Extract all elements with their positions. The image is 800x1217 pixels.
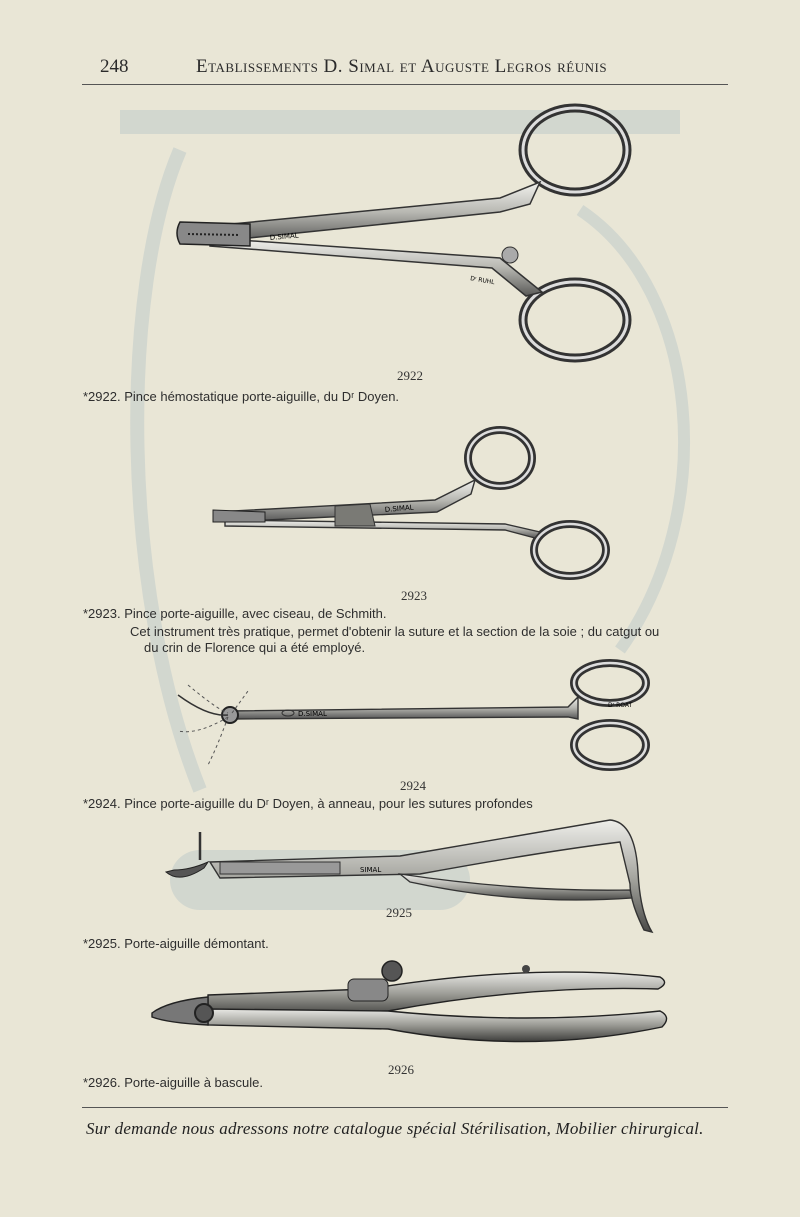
figure-2922-mark: Dʳ RUHL: [469, 275, 495, 287]
figure-2922-number: 2922: [397, 368, 423, 383]
figure-2926-number: 2926: [388, 1062, 414, 1077]
running-head: Etablissements D. Simal et Auguste Legros réunis: [196, 56, 608, 77]
header-rule: [82, 84, 728, 85]
figure-2922-caption: *2922. Pince hémostatique porte-aiguille, du Dʳ Doyen.: [83, 389, 400, 404]
figure-2922-engraving: D.SIMAL: [269, 231, 299, 242]
figure-2924-engraving: D.SIMAL: [298, 710, 327, 718]
footer-note: Sur demande nous adressons notre catalogue spécial Stérilisation, Mobilier chirurgical.: [86, 1119, 704, 1138]
figure-2924-number: 2924: [400, 778, 426, 793]
figure-2925-caption: *2925. Porte-aiguille démontant.: [83, 936, 269, 951]
figure-2925-engraving: SIMAL: [360, 866, 382, 874]
figure-2923-description-line-1: Cet instrument très pratique, permet d'obtenir la suture et la section de la soie ; du catgut ou: [130, 624, 660, 639]
figure-2923-description-line-2: du crin de Florence qui a été employé.: [144, 640, 366, 655]
page-header: [96, 56, 736, 82]
figure-2925-number: 2925: [386, 905, 412, 920]
figure-2923-description: [130, 624, 740, 656]
figure-2926-caption: *2926. Porte-aiguille à bascule.: [83, 1075, 263, 1090]
page-number: 248: [100, 56, 129, 77]
figure-2924-caption: *2924. Pince porte-aiguille du Dʳ Doyen, à anneau, pour les sutures profondes: [83, 796, 533, 811]
figure-2924-ring-needle-holder-illustration: [168, 655, 658, 780]
figure-2923-caption: *2923. Pince porte-aiguille, avec ciseau, de Schmith.: [83, 606, 387, 621]
figure-2924-mark: Dʳ ROAT: [608, 702, 633, 709]
figure-2923-number: 2923: [401, 588, 427, 603]
figure-2922-forceps-illustration: [170, 100, 640, 370]
footer-rule: [82, 1107, 728, 1108]
figure-2923-needle-holder-scissors-illustration: [205, 422, 615, 587]
figure-2923-engraving: D.SIMAL: [384, 503, 414, 514]
figure-2926-tilting-needle-holder-illustration: [148, 955, 673, 1060]
